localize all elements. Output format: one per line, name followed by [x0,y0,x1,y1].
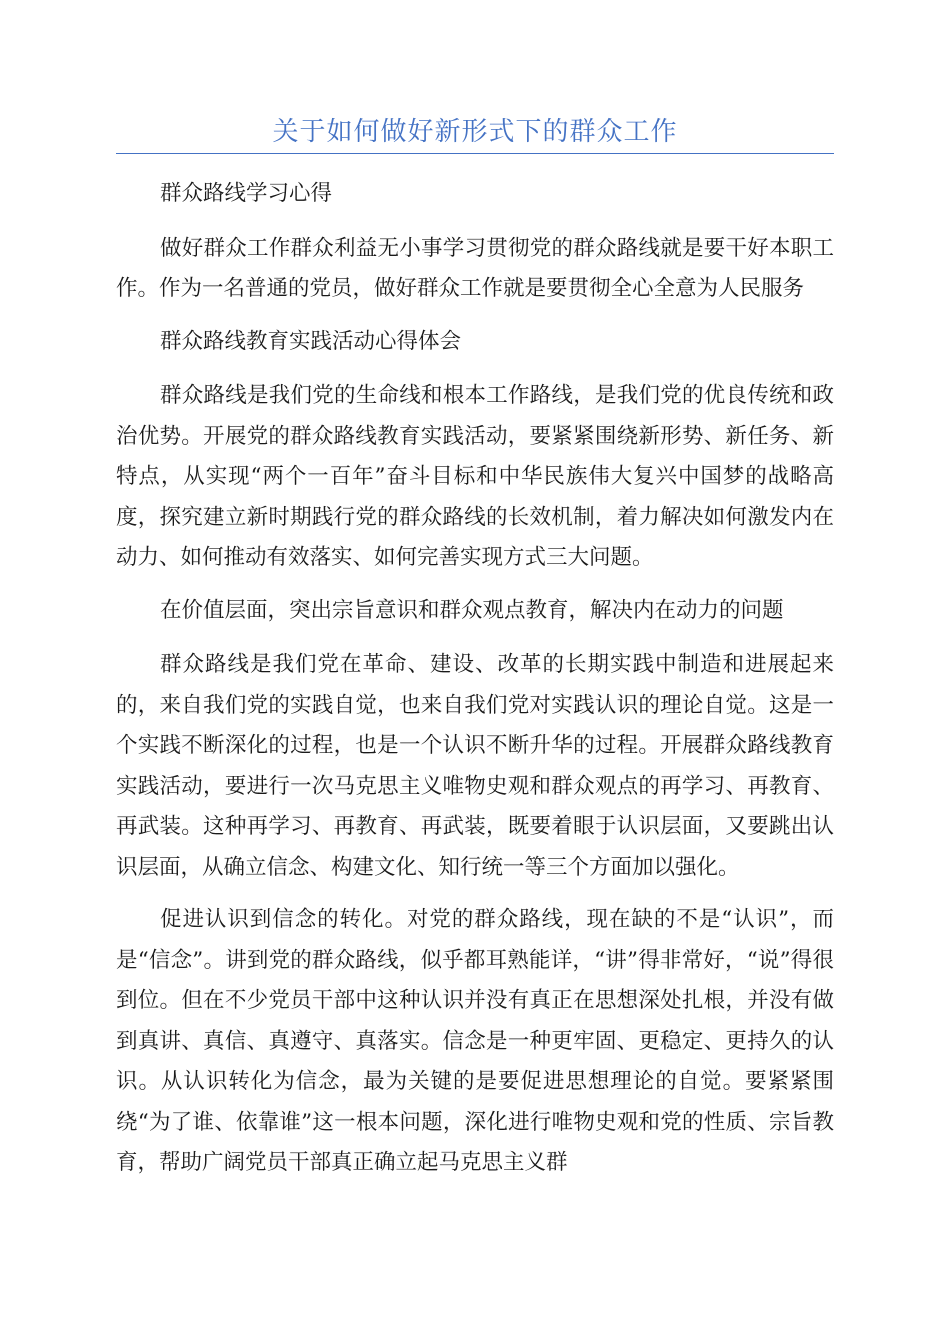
title-underline [116,153,834,154]
document-body [116,174,834,1196]
document-title: 关于如何做好新形式下的群众工作 [272,117,678,147]
section-heading-study-notes: 群众路线学习心得 [160,181,333,206]
body-paragraph: 群众路线是我们党在革命、建设、改革的长期实践中制造和进展起来的，来自我们党的实践自觉，也来自我们党对实践认识的理论自觉。这是一个实践不断深化的过程，也是一个认识不断升华的过程。开展群众路线教育实践活动，要进行一次马克思主义唯物史观和群众观点的再学习、再教育、再武装。这种再学习、再教育、再武装，既要着眼于认识层面，又要跳出认识层面，从确立信念、构建文化、知行统一等三个方面加以强化。 [116,652,834,880]
section-heading-value-level: 在价值层面，突出宗旨意识和群众观点教育，解决内在动力的问题 [160,597,784,623]
body-paragraph: 群众路线是我们党的生命线和根本工作路线，是我们党的优良传统和政治优势。开展党的群众路线教育实践活动，要紧紧围绕新形势、新任务、新特点，从实现“两个一百年”奋斗目标和中华民族伟大复兴中国梦的战略高度，探究建立新时期践行党的群众路线的长效机制，着力解决如何激发内在动力、如何推动有效落实、如何完善实现方式三大问题。 [116,383,834,570]
body-paragraph: 促进认识到信念的转化。对党的群众路线，现在缺的不是“认识”，而是“信念”。讲到党的群众路线，似乎都耳熟能详，“讲”得非常好，“说”得很到位。但在不少党员干部中这种认识并没有真正在思想深处扎根，并没有做到真讲、真信、真遵守、真落实。信念是一种更牢固、更稳定、更持久的认识。从认识转化为信念，最为关键的是要促进思想理论的自觉。要紧紧围绕“为了谁、依靠谁”这一根本问题，深化进行唯物史观和党的性质、宗旨教育，帮助广阔党员干部真正确立起马克思主义群 [116,907,834,1175]
body-paragraph: 做好群众工作群众利益无小事学习贯彻党的群众路线就是要干好本职工作。作为一名普通的党员，做好群众工作就是要贯彻全心全意为人民服务 [116,235,834,301]
section-heading-practice-notes: 群众路线教育实践活动心得体会 [160,328,462,354]
